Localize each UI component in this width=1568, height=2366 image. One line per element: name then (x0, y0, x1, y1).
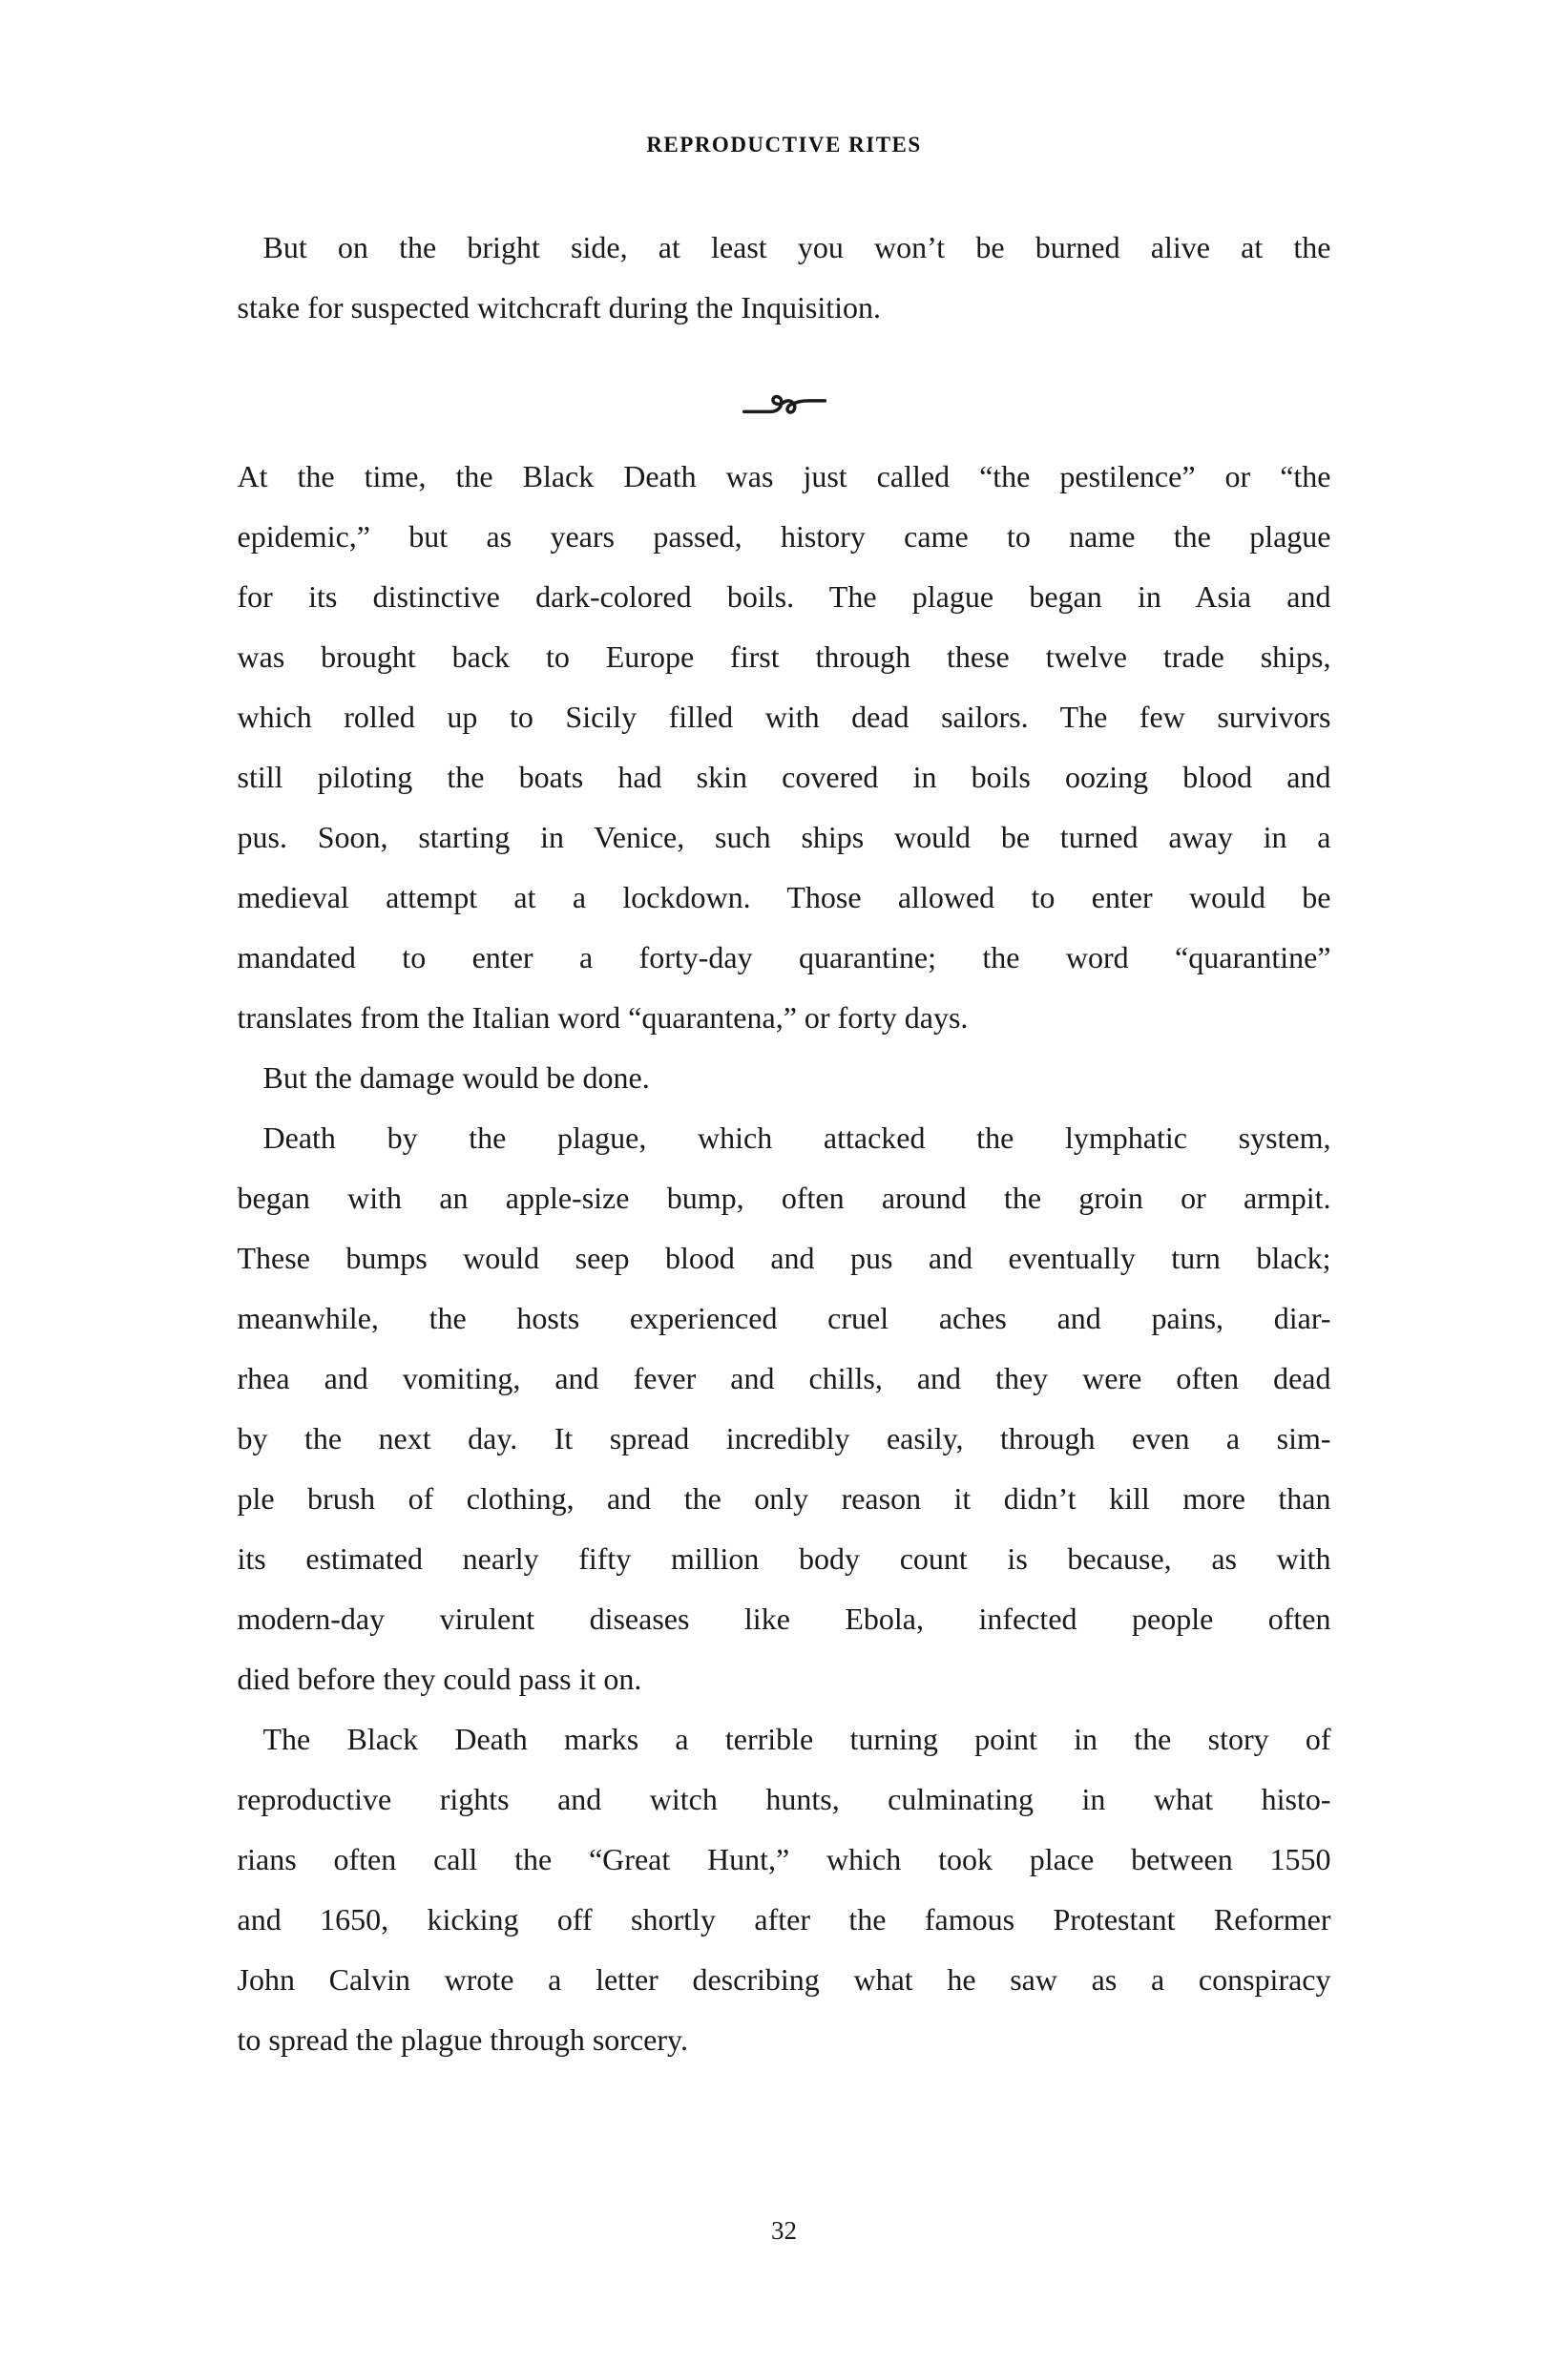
text-line: These bumps would seep blood and pus and eventually turn black; (237, 1241, 1331, 1275)
text-line: rhea and vomiting, and fever and chills, and they were often dead (237, 1361, 1331, 1395)
text-line: medieval attempt at a lockdown. Those allowed to enter would be (237, 880, 1331, 914)
text-line: by the next day. It spread incredibly easily, through even a sim- (237, 1421, 1331, 1455)
text-line: ple brush of clothing, and the only reason it didn’t kill more than (237, 1481, 1331, 1516)
body-text (238, 218, 1331, 2070)
text-line: which rolled up to Sicily filled with dead sailors. The few survivors (237, 700, 1331, 734)
text-line: John Calvin wrote a letter describing what he saw as a conspiracy (237, 1962, 1331, 1997)
page-number: 32 (771, 2216, 797, 2245)
text-line: modern-day virulent diseases like Ebola, infected people often (237, 1602, 1331, 1636)
paragraph (238, 1108, 1331, 1709)
text-line: rians often call the “Great Hunt,” which took place between 1550 (237, 1842, 1331, 1876)
text-line: But on the bright side, at least you won’t be burned alive at the (262, 230, 1331, 264)
text-line: epidemic,” but as years passed, history came to name the plague (237, 519, 1331, 554)
text-line: stake for suspected witchcraft during the Inquisition. (237, 290, 881, 325)
text-line: began with an apple-size bump, often around the groin or armpit. (237, 1181, 1331, 1215)
flourish-icon (741, 388, 828, 421)
text-line: The Black Death marks a terrible turning point in the story of (262, 1722, 1331, 1756)
text-line: translates from the Italian word “quarantena,” or forty days. (237, 1000, 969, 1035)
text-line: its estimated nearly fifty million body count is because, as with (237, 1541, 1331, 1576)
text-line: and 1650, kicking off shortly after the famous Protestant Reformer (237, 1902, 1331, 1937)
text-line: died before they could pass it on. (237, 1662, 642, 1696)
paragraph (238, 447, 1331, 1048)
text-line: Death by the plague, which attacked the lymphatic system, (262, 1120, 1331, 1155)
text-line: But the damage would be done. (262, 1060, 650, 1095)
text-line: pus. Soon, starting in Venice, such ships would be turned away in a (237, 820, 1331, 854)
text-line: for its distinctive dark-colored boils. The plague began in Asia and (237, 579, 1331, 614)
text-line: meanwhile, the hosts experienced cruel aches and pains, diar- (237, 1301, 1331, 1335)
text-line: was brought back to Europe first through these twelve trade ships, (237, 639, 1331, 674)
text-line: reproductive rights and witch hunts, culminating in what histo- (237, 1782, 1331, 1816)
text-line: At the time, the Black Death was just called “the pestilence” or “the (237, 459, 1331, 493)
paragraph (238, 1709, 1331, 2070)
paragraph (238, 1048, 1331, 1108)
text-line: mandated to enter a forty-day quarantine; the word “quarantine” (237, 940, 1331, 974)
text-line: to spread the plague through sorcery. (237, 2022, 688, 2057)
text-line: still piloting the boats had skin covered in boils oozing blood and (237, 760, 1331, 794)
section-divider-ornament (741, 387, 828, 422)
paragraph (238, 218, 1331, 338)
running-header: REPRODUCTIVE RITES (646, 133, 922, 157)
